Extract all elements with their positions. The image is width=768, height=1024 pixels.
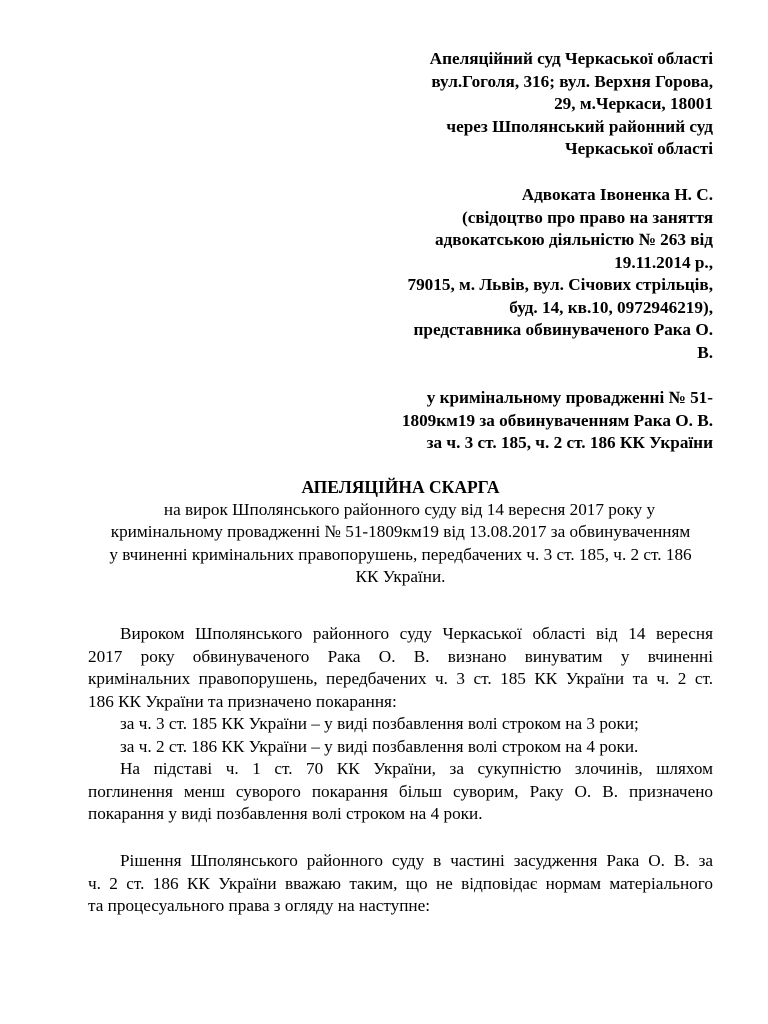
case-reference-block <box>402 387 713 455</box>
paragraph-line: кримінальних правопорушень, передбачених ч. 3 ст. 185 КК України та ч. 2 ст. <box>88 669 713 688</box>
sender-line: представника обвинуваченого Рака О. <box>413 320 713 339</box>
document-subtitle-line: КК України. <box>355 567 446 586</box>
sender-line: адвокатською діяльністю № 263 від <box>435 230 713 249</box>
sender-line: 79015, м. Львів, вул. Січових стрільців, <box>407 275 713 294</box>
paragraph-line: Вироком Шполянського районного суду Черкаської області від 14 вересня <box>120 624 713 643</box>
case-reference-line: 1809км19 за обвинуваченням Рака О. В. <box>401 410 713 430</box>
sender-address-block <box>407 184 713 364</box>
paragraph-line: покарання у виді позбавлення волі строком на 4 роки. <box>88 804 483 823</box>
document-subtitle-line: у вчиненні кримінальних правопорушень, передбачених ч. 3 ст. 185, ч. 2 ст. 186 <box>109 544 692 564</box>
verdict-summary-section <box>88 623 713 826</box>
recipient-line: через Шполянський районний суд <box>446 116 713 136</box>
sender-line: Адвоката Івоненка Н. С. <box>521 185 713 204</box>
document-subtitle-line: на вирок Шполянського районного суду від 14 вересня 2017 року у <box>163 499 656 519</box>
document-subtitle-line: кримінальному провадженні № 51-1809км19 від 13.08.2017 за обвинуваченням <box>110 522 691 541</box>
appeal-grounds-section <box>88 850 713 918</box>
document-title: АПЕЛЯЦІЙНА СКАРГА <box>301 477 500 497</box>
paragraph-line: 2017 року обвинуваченого Рака О. В. визнано винуватим у вчиненні <box>88 646 713 666</box>
sender-line: В. <box>697 342 713 362</box>
sender-line: буд. 14, кв.10, 0972946219), <box>509 297 713 317</box>
paragraph-line: Рішення Шполянського районного суду в частині засудження Рака О. В. за <box>120 851 713 870</box>
sentence-item: за ч. 2 ст. 186 КК України – у виді позбавлення волі строком на 4 роки. <box>120 736 639 756</box>
paragraph-line: та процесуального права з огляду на наступне: <box>88 896 431 915</box>
paragraph-line: На підставі ч. 1 ст. 70 КК України, за сукупністю злочинів, шляхом <box>120 759 713 778</box>
recipient-line: Апеляційний суд Черкаської області <box>429 49 713 68</box>
case-reference-line: у кримінальному провадженні № 51- <box>426 388 713 407</box>
paragraph-line: поглинення менш суворого покарання більш суворим, Раку О. В. призначено <box>88 781 713 801</box>
sender-line: 19.11.2014 р., <box>614 252 713 272</box>
paragraph-line: ч. 2 ст. 186 КК України вважаю таким, що не відповідає нормам матеріального <box>88 873 713 893</box>
recipient-address-block <box>430 48 713 161</box>
sentence-item: за ч. 3 ст. 185 КК України – у виді позбавлення волі строком на 3 роки; <box>120 714 639 733</box>
case-reference-line: за ч. 3 ст. 185, ч. 2 ст. 186 КК України <box>426 433 713 452</box>
recipient-line: 29, м.Черкаси, 18001 <box>554 94 713 113</box>
recipient-line: Черкаської області <box>565 139 713 158</box>
sender-line: (свідоцтво про право на заняття <box>461 207 713 227</box>
document-title-block <box>88 476 713 589</box>
paragraph-line: 186 КК України та призначено покарання: <box>88 691 397 711</box>
recipient-line: вул.Гоголя, 316; вул. Верхня Горова, <box>431 71 713 91</box>
